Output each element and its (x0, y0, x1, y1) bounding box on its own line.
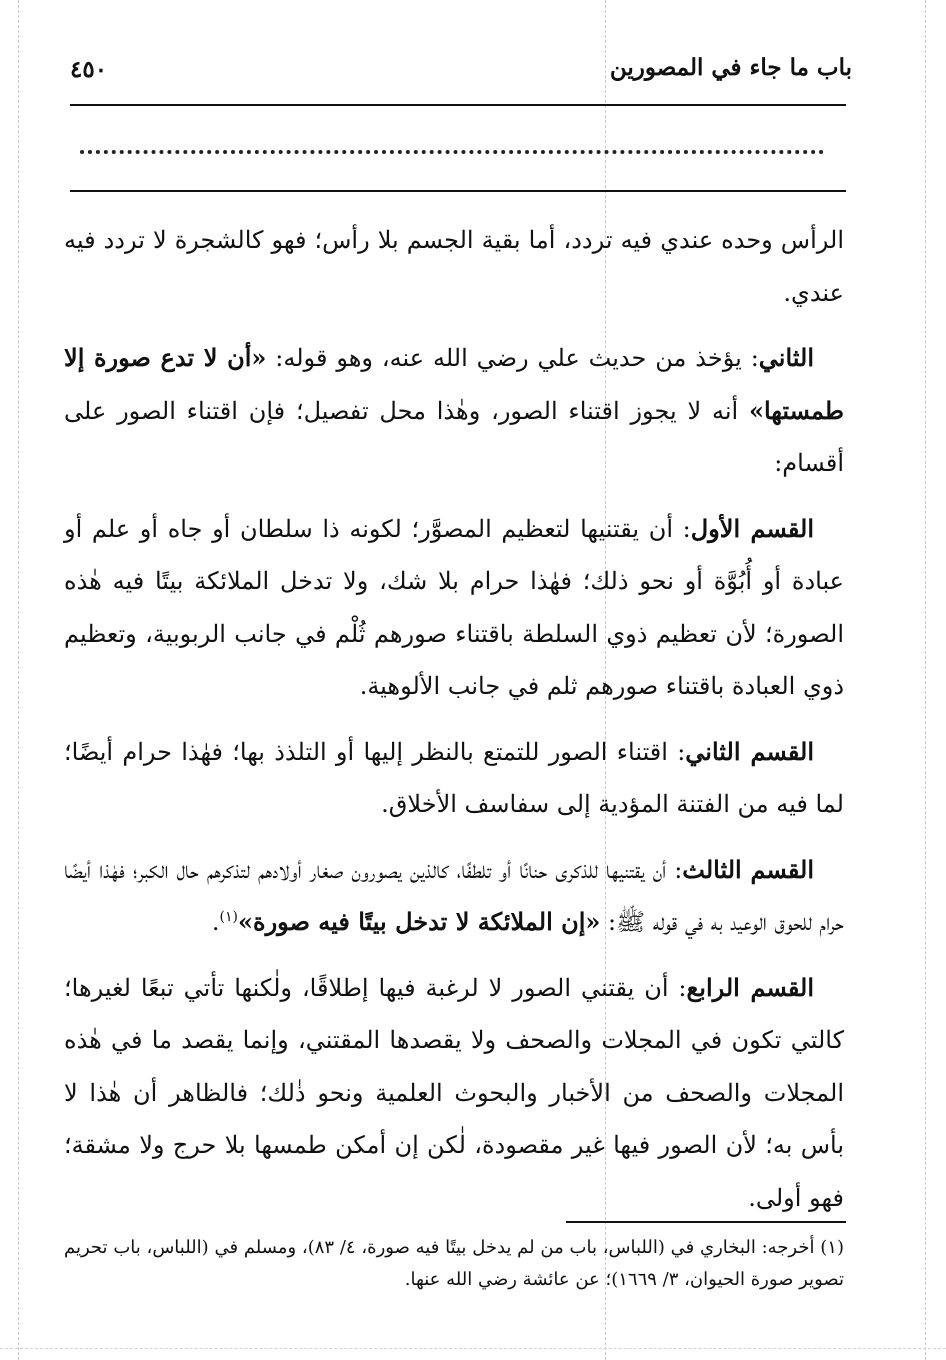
bold-text: القسم الرابع (686, 972, 814, 1002)
footnote-rule (566, 1221, 846, 1223)
paragraph (64, 844, 844, 949)
scan-artifact-line (0, 1348, 946, 1349)
text-run: : يؤخذ من حديث علي رضي الله عنه، وهو قوله: (266, 344, 759, 372)
footnote-item: (١) أخرجه: البخاري في (اللباس، باب من لم يدخل بيتًا فيه صورة، ٤/ ٨٣)، ومسلم في (اللباس، باب تحريم تصوير صورة الحيوان، ٣/ ١٦٦٩)؛ عن عائشة رضي الله عنها. (64, 1237, 844, 1290)
bold-text: القسم الثاني (685, 736, 815, 766)
text-run: : أن يقتنيها لتعظيم المصوَّر؛ لكونه ذا سلطان أو جاه أو علم أو عبادة أو أُبُوَّة أو نحو ذلك؛ فهٰذا حرام بلا شك، ولا تدخل الملائكة بيتًا فيه هٰذه الصورة؛ لأن تعظيم ذوي السلطة باقتناء صورهم ثُلْم في جانب الربوبية، وتعظيم ذوي العبادة باقتناء صورهم ثلم في جانب الألوهية. (64, 514, 845, 700)
header-rule (70, 104, 846, 106)
paragraph (64, 726, 844, 831)
scan-artifact-line (18, 0, 19, 1360)
text-run: أنه لا يجوز اقتناء الصور، وهٰذا محل تفصيل؛ فإن اقتناء الصور على أقسام: (64, 396, 844, 477)
bold-text: القسم الثالث (682, 854, 814, 884)
text-run: : أن يقتني الصور لا لرغبة فيها إطلاقًا، ولٰكنها تأتي تبعًا لغيرها؛ كالتي تكون في المجلات والصحف ولا يقصدها المقتني، وإنما يقصد ما في هٰذه المجلات والصحف من الأخبار والبحوث العلمية ونحو ذٰلك؛ فالظاهر أن هٰذا لا بأس به؛ لأن الصور فيها غير مقصودة، لٰكن إن أمكن طمسها بلا حرج ولا مشقة؛ فهو أولى. (64, 973, 845, 1212)
paragraph (64, 503, 844, 713)
footnotes (64, 1232, 844, 1296)
bold-text: الثاني (758, 343, 815, 372)
bold-text: «أن لا تدع صورة إلا طمستها» (64, 343, 844, 425)
text-run: : أن يقتنيها للذكرى حنانًا أو تلطفًا، كالذين يصورون صغار أولادهم لتذكرهم حال الكبر؛ فهٰذا أيضًا حرام للحوق الوعيد به في قوله ﷺ: (64, 855, 844, 936)
chapter-title: باب ما جاء في المصورين (609, 54, 852, 81)
paragraph (64, 214, 844, 319)
text-run: . (211, 908, 220, 936)
running-header (70, 50, 852, 94)
bold-text: «إن الملائكة لا تدخل بيتًا فيه صورة» (238, 907, 601, 936)
page-number: ٤٥٠ (70, 56, 108, 83)
section-rule (70, 190, 846, 192)
paragraph (64, 962, 844, 1225)
text-run: الرأس وحده عندي فيه تردد، أما بقية الجسم بلا رأس؛ فهو كالشجرة لا تردد فيه عندي. (64, 226, 844, 307)
scan-artifact-line (925, 0, 926, 1360)
footnote-reference: (١) (219, 909, 238, 925)
paragraph (64, 332, 844, 490)
text-run: : اقتناء الصور للتمتع بالنظر إليها أو التلذذ بها؛ فهٰذا حرام أيضًا؛ لما فيه من الفتنة المؤدية إلى سفاسف الأخلاق. (64, 737, 844, 818)
main-text (64, 214, 844, 1237)
dotted-separator (80, 150, 824, 164)
bold-text: القسم الأول (690, 513, 814, 543)
